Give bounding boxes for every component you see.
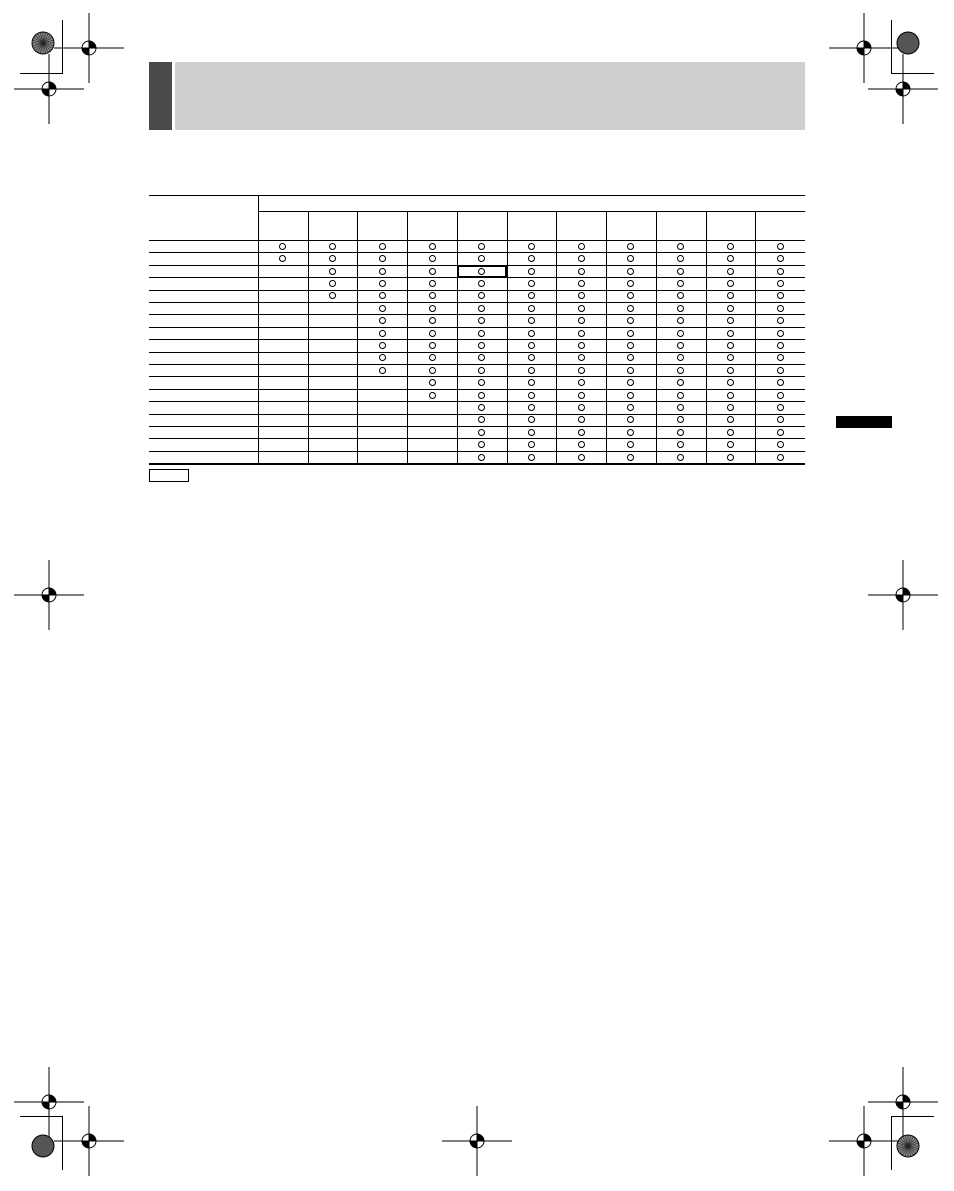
circle-mark-icon: [677, 379, 684, 386]
circle-mark-icon: [429, 268, 436, 275]
circle-mark-icon: [627, 416, 634, 423]
circle-mark-icon: [429, 392, 436, 399]
circle-mark-icon: [528, 243, 535, 250]
section-marker: [149, 62, 172, 130]
registration-crosshair-icon: [442, 1106, 512, 1176]
circle-mark-icon: [429, 255, 436, 262]
circle-mark-icon: [727, 342, 734, 349]
circle-mark-icon: [528, 379, 535, 386]
circle-mark-icon: [777, 268, 784, 275]
side-index-tab: [836, 416, 892, 428]
circle-mark-icon: [429, 317, 436, 324]
circle-mark-icon: [478, 392, 485, 399]
circle-mark-icon: [677, 454, 684, 461]
circle-mark-icon: [777, 330, 784, 337]
circle-mark-icon: [478, 379, 485, 386]
circle-mark-icon: [777, 404, 784, 411]
circle-mark-icon: [379, 367, 386, 374]
table-col-rule: [656, 211, 657, 463]
table-row-rule: [149, 339, 805, 340]
circle-mark-icon: [727, 454, 734, 461]
circle-mark-icon: [677, 255, 684, 262]
circle-mark-icon: [379, 280, 386, 287]
table-row-rule: [149, 463, 805, 465]
circle-mark-icon: [627, 404, 634, 411]
circle-mark-icon: [329, 243, 336, 250]
circle-mark-icon: [677, 292, 684, 299]
table-col-rule: [457, 211, 458, 463]
circle-mark-icon: [777, 292, 784, 299]
circle-mark-icon: [627, 280, 634, 287]
table-top-rule: [149, 195, 805, 196]
circle-mark-icon: [429, 292, 436, 299]
table-col-rule: [556, 211, 557, 463]
circle-mark-icon: [578, 280, 585, 287]
circle-mark-icon: [727, 416, 734, 423]
circle-mark-icon: [627, 392, 634, 399]
circle-mark-icon: [478, 367, 485, 374]
circle-mark-icon: [379, 354, 386, 361]
circle-mark-icon: [727, 392, 734, 399]
circle-mark-icon: [677, 317, 684, 324]
circle-mark-icon: [379, 317, 386, 324]
circle-mark-icon: [627, 292, 634, 299]
circle-mark-icon: [429, 280, 436, 287]
circle-mark-icon: [727, 268, 734, 275]
circle-mark-icon: [578, 392, 585, 399]
circle-mark-icon: [578, 243, 585, 250]
circle-mark-icon: [379, 255, 386, 262]
circle-mark-icon: [727, 255, 734, 262]
registration-target-icon: [896, 1134, 920, 1158]
table-col-rule: [606, 211, 607, 463]
registration-crosshair-icon: [54, 1106, 124, 1176]
table-col-rule: [357, 211, 358, 463]
circle-mark-icon: [478, 342, 485, 349]
circle-mark-icon: [727, 243, 734, 250]
circle-mark-icon: [677, 268, 684, 275]
circle-mark-icon: [379, 305, 386, 312]
circle-mark-icon: [429, 330, 436, 337]
circle-mark-icon: [627, 255, 634, 262]
circle-mark-icon: [478, 292, 485, 299]
circle-mark-icon: [627, 305, 634, 312]
table-row-rule: [149, 376, 805, 377]
circle-mark-icon: [677, 416, 684, 423]
circle-mark-icon: [429, 379, 436, 386]
circle-mark-icon: [627, 429, 634, 436]
table-row-rule: [149, 451, 805, 452]
circle-mark-icon: [677, 354, 684, 361]
table-col-rule: [258, 195, 259, 463]
circle-mark-icon: [528, 280, 535, 287]
circle-mark-icon: [478, 330, 485, 337]
table-row-rule: [149, 414, 805, 415]
circle-mark-icon: [329, 255, 336, 262]
circle-mark-icon: [528, 342, 535, 349]
circle-mark-icon: [627, 317, 634, 324]
circle-mark-icon: [578, 379, 585, 386]
circle-mark-icon: [777, 280, 784, 287]
circle-mark-icon: [727, 404, 734, 411]
circle-mark-icon: [677, 429, 684, 436]
circle-mark-icon: [727, 305, 734, 312]
circle-mark-icon: [777, 441, 784, 448]
circle-mark-icon: [677, 392, 684, 399]
registration-crosshair-icon: [868, 560, 938, 630]
circle-mark-icon: [777, 454, 784, 461]
circle-mark-icon: [478, 429, 485, 436]
circle-mark-icon: [578, 317, 585, 324]
circle-mark-icon: [429, 354, 436, 361]
circle-mark-icon: [478, 317, 485, 324]
page-header-band: [175, 62, 805, 130]
circle-mark-icon: [627, 379, 634, 386]
circle-mark-icon: [627, 330, 634, 337]
circle-mark-icon: [528, 441, 535, 448]
circle-mark-icon: [379, 292, 386, 299]
circle-mark-icon: [528, 367, 535, 374]
circle-mark-icon: [329, 292, 336, 299]
circle-mark-icon: [478, 416, 485, 423]
circle-mark-icon: [379, 342, 386, 349]
circle-mark-icon: [627, 342, 634, 349]
table-row-rule: [149, 290, 805, 291]
circle-mark-icon: [677, 280, 684, 287]
circle-mark-icon: [279, 255, 286, 262]
circle-mark-icon: [677, 404, 684, 411]
registration-target-icon: [31, 1134, 55, 1158]
circle-mark-icon: [727, 317, 734, 324]
registration-crosshair-icon: [14, 560, 84, 630]
circle-mark-icon: [478, 354, 485, 361]
circle-mark-icon: [578, 416, 585, 423]
table-row-rule: [149, 426, 805, 427]
circle-mark-icon: [727, 429, 734, 436]
circle-mark-icon: [727, 292, 734, 299]
circle-mark-icon: [379, 268, 386, 275]
circle-mark-icon: [777, 305, 784, 312]
circle-mark-icon: [627, 454, 634, 461]
circle-mark-icon: [727, 379, 734, 386]
circle-mark-icon: [677, 441, 684, 448]
circle-mark-icon: [578, 367, 585, 374]
circle-mark-icon: [727, 367, 734, 374]
registration-target-icon: [896, 31, 920, 55]
table-row-rule: [149, 389, 805, 390]
circle-mark-icon: [329, 268, 336, 275]
circle-mark-icon: [578, 429, 585, 436]
circle-mark-icon: [528, 268, 535, 275]
circle-mark-icon: [627, 354, 634, 361]
table-row-rule: [149, 352, 805, 353]
circle-mark-icon: [528, 330, 535, 337]
circle-mark-icon: [578, 342, 585, 349]
registration-crosshair-icon: [829, 1106, 899, 1176]
circle-mark-icon: [578, 454, 585, 461]
circle-mark-icon: [677, 330, 684, 337]
circle-mark-icon: [528, 404, 535, 411]
circle-mark-icon: [578, 404, 585, 411]
circle-mark-icon: [478, 404, 485, 411]
circle-mark-icon: [677, 367, 684, 374]
table-col-rule: [755, 211, 756, 463]
circle-mark-icon: [528, 354, 535, 361]
circle-mark-icon: [528, 416, 535, 423]
circle-mark-icon: [528, 454, 535, 461]
registration-crosshair-icon: [14, 54, 84, 124]
circle-mark-icon: [478, 280, 485, 287]
circle-mark-icon: [677, 243, 684, 250]
circle-mark-icon: [777, 354, 784, 361]
table-col-rule: [507, 211, 508, 463]
circle-mark-icon: [478, 255, 485, 262]
circle-mark-icon: [777, 367, 784, 374]
circle-mark-icon: [528, 305, 535, 312]
circle-mark-icon: [777, 392, 784, 399]
registration-target-icon: [31, 31, 55, 55]
compatibility-table: [149, 195, 805, 465]
circle-mark-icon: [627, 268, 634, 275]
table-row-rule: [149, 364, 805, 365]
circle-mark-icon: [578, 268, 585, 275]
circle-mark-icon: [578, 305, 585, 312]
table-row-rule: [149, 314, 805, 315]
circle-mark-icon: [329, 280, 336, 287]
circle-mark-icon: [727, 330, 734, 337]
circle-mark-icon: [379, 243, 386, 250]
highlighted-cell: [457, 265, 507, 278]
circle-mark-icon: [578, 292, 585, 299]
circle-mark-icon: [528, 317, 535, 324]
circle-mark-icon: [578, 330, 585, 337]
circle-mark-icon: [777, 317, 784, 324]
circle-mark-icon: [578, 441, 585, 448]
circle-mark-icon: [279, 243, 286, 250]
circle-mark-icon: [429, 305, 436, 312]
circle-mark-icon: [379, 330, 386, 337]
circle-mark-icon: [478, 305, 485, 312]
table-row-rule: [149, 252, 805, 253]
circle-mark-icon: [627, 243, 634, 250]
circle-mark-icon: [777, 255, 784, 262]
circle-mark-icon: [478, 454, 485, 461]
circle-mark-icon: [478, 243, 485, 250]
circle-mark-icon: [528, 292, 535, 299]
table-row-rule: [149, 302, 805, 303]
circle-mark-icon: [677, 305, 684, 312]
registration-crosshair-icon: [868, 54, 938, 124]
circle-mark-icon: [627, 367, 634, 374]
table-col-rule: [706, 211, 707, 463]
circle-mark-icon: [429, 342, 436, 349]
circle-mark-icon: [727, 354, 734, 361]
table-header-subrule: [258, 211, 805, 212]
circle-mark-icon: [578, 255, 585, 262]
circle-mark-icon: [627, 441, 634, 448]
circle-mark-icon: [429, 243, 436, 250]
table-row-rule: [149, 438, 805, 439]
table-col-rule: [308, 211, 309, 463]
circle-mark-icon: [429, 367, 436, 374]
note-label-box: [149, 469, 189, 482]
circle-mark-icon: [777, 243, 784, 250]
table-col-rule: [407, 211, 408, 463]
circle-mark-icon: [528, 392, 535, 399]
circle-mark-icon: [777, 416, 784, 423]
table-row-rule: [149, 401, 805, 402]
circle-mark-icon: [578, 354, 585, 361]
circle-mark-icon: [478, 441, 485, 448]
circle-mark-icon: [528, 255, 535, 262]
circle-mark-icon: [528, 429, 535, 436]
circle-mark-icon: [727, 441, 734, 448]
circle-mark-icon: [777, 379, 784, 386]
table-header-rule: [149, 240, 805, 241]
table-row-rule: [149, 327, 805, 328]
circle-mark-icon: [777, 429, 784, 436]
circle-mark-icon: [777, 342, 784, 349]
circle-mark-icon: [727, 280, 734, 287]
circle-mark-icon: [677, 342, 684, 349]
